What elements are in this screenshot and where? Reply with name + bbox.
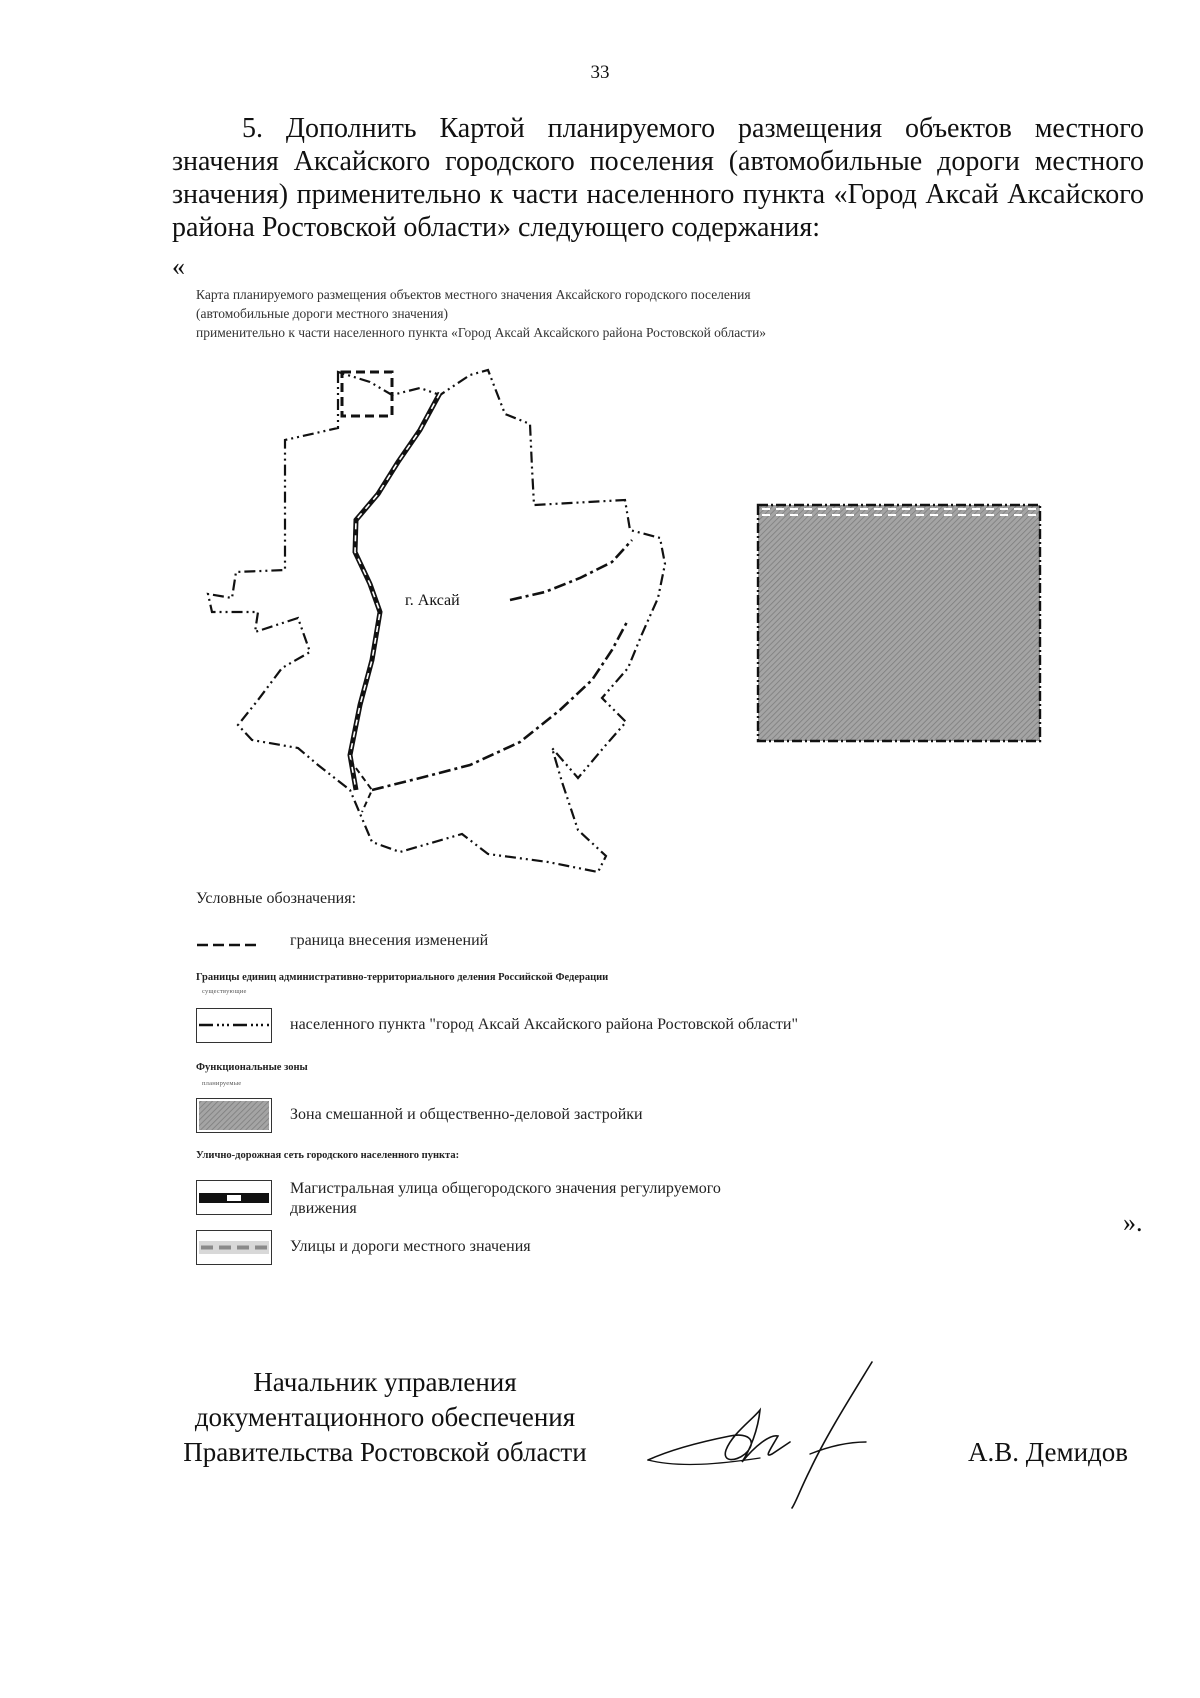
- mixed-zone-swatch: [196, 1098, 272, 1133]
- map-title-line-3: применительно к части населенного пункта «Город Аксай Аксайского района Ростовской области»: [196, 325, 767, 340]
- legend-settlement-label: населенного пункта "город Аксай Аксайского района Ростовской области": [290, 1016, 799, 1033]
- page-number: 33: [590, 62, 610, 83]
- settlement-boundary-swatch: [196, 1008, 272, 1043]
- legend-local-roads-label: Улицы и дороги местного значения: [290, 1238, 531, 1255]
- map-title-line-2: (автомобильные дороги местного значения): [196, 306, 448, 321]
- legend-roads-group-heading: Улично-дорожная сеть городского населенного пункта:: [196, 1150, 460, 1161]
- legend-admin-subheading: существующие: [202, 988, 247, 995]
- intro-paragraph: 5. Дополнить Картой планируемого размещения объектов местного значения Аксайского городского поселения (автомобильные дороги местного значения) применительно к части населенного пункта «Город Аксай Аксайского района Ростовской области» следующего содержания:: [172, 113, 1144, 243]
- main-street-swatch: [196, 1180, 272, 1215]
- legend-heading: Условные обозначения:: [196, 890, 357, 907]
- legend-change-boundary-label: граница внесения изменений: [290, 932, 489, 949]
- local-roads-swatch: [196, 1230, 272, 1265]
- legend-main-street-label-line-1: Магистральная улица общегородского значения регулируемого: [290, 1180, 721, 1197]
- settlement-boundary: [208, 370, 665, 872]
- legend-zones-group-heading: Функциональные зоны: [196, 1062, 308, 1073]
- mixed-zone-area: [758, 505, 1040, 741]
- map-title-line-1: Карта планируемого размещения объектов местного значения Аксайского городского поселения: [196, 287, 751, 302]
- signer-position-line-2: документационного обеспечения: [194, 1402, 576, 1432]
- local-road-south: [372, 620, 628, 790]
- handwritten-signature: [640, 1350, 940, 1510]
- local-road-east: [510, 540, 632, 600]
- open-quote: «: [172, 252, 185, 281]
- signer-position: [150, 1365, 620, 1470]
- change-boundary-square: [342, 372, 392, 416]
- legend-admin-group-heading: Границы единиц административно-территориального деления Российской Федерации: [196, 972, 609, 983]
- signer-position-line-1: Начальник управления: [253, 1367, 517, 1397]
- city-label: г. Аксай: [405, 592, 460, 609]
- signer-position-line-3: Правительства Ростовской области: [183, 1437, 587, 1467]
- change-boundary-swatch: [196, 940, 262, 950]
- close-quote: ».: [1123, 1208, 1143, 1237]
- legend-main-street-label-line-2: движения: [290, 1200, 357, 1217]
- legend-zones-subheading: планируемые: [202, 1080, 242, 1087]
- legend-mixed-zone-label: Зона смешанной и общественно-деловой застройки: [290, 1106, 643, 1123]
- signer-name: А.В. Демидов: [968, 1437, 1129, 1467]
